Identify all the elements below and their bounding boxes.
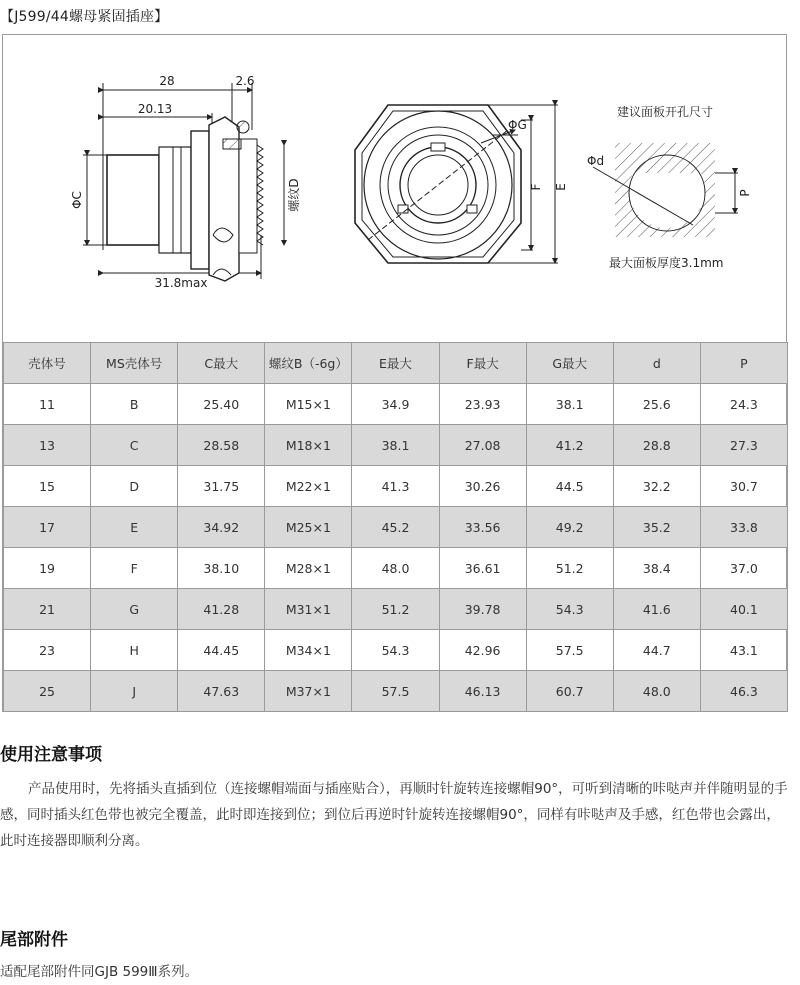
dim-2-6-label: 2.6 [235, 74, 255, 88]
f-label: F [529, 183, 543, 191]
table-cell: 25 [4, 671, 91, 712]
table-cell: 34.9 [352, 384, 439, 425]
phi-c-label: ΦC [70, 191, 84, 209]
table-cell: 35.2 [613, 507, 700, 548]
table-cell: J [91, 671, 178, 712]
table-cell: F [91, 548, 178, 589]
header-cell: G最大 [526, 343, 613, 384]
table-cell: 38.1 [352, 425, 439, 466]
usage-notes-heading: 使用注意事项 [0, 745, 102, 765]
spec-table [3, 342, 788, 712]
table-cell: M25×1 [265, 507, 352, 548]
table-cell: 13 [4, 425, 91, 466]
table-cell: M31×1 [265, 589, 352, 630]
table-cell: D [91, 466, 178, 507]
table-cell: M15×1 [265, 384, 352, 425]
header-cell: C最大 [178, 343, 265, 384]
table-cell: 17 [4, 507, 91, 548]
table-cell: 23.93 [439, 384, 526, 425]
dim-20-13-label: 20.13 [137, 102, 173, 116]
table-cell: 48.0 [613, 671, 700, 712]
page-title: 【J599/44螺母紧固插座】 [0, 9, 169, 25]
e-label: E [554, 183, 568, 191]
table-cell: 51.2 [352, 589, 439, 630]
table-cell: 36.61 [439, 548, 526, 589]
dim-31-8max-label: 31.8max [154, 276, 208, 290]
header-cell: E最大 [352, 343, 439, 384]
table-cell: G [91, 589, 178, 630]
table-cell: 32.2 [613, 466, 700, 507]
table-cell: 39.78 [439, 589, 526, 630]
usage-notes-text: 产品使用时，先将插头直插到位（连接螺帽端面与插座贴合），再顺时针旋转连接螺帽90°，可听到清晰的咔哒声并伴随明显的手感，同时插头红色带也被完全覆盖，此时即连接到位；到位后再逆时针旋转连接螺帽90°，同样有咔哒声及手感，红色带也会露出，此时连接器即顺利分离。 [0, 781, 788, 849]
table-cell: 31.75 [178, 466, 265, 507]
table-row [4, 507, 788, 548]
table-row [4, 671, 788, 712]
table-row [4, 589, 788, 630]
thread-d-label: 螺纹D [287, 178, 301, 212]
table-cell: 27.08 [439, 425, 526, 466]
header-cell: F最大 [439, 343, 526, 384]
table-cell: 45.2 [352, 507, 439, 548]
phi-d-label: Φd [587, 154, 605, 168]
panel-cutout [593, 143, 738, 237]
table-cell: 54.3 [352, 630, 439, 671]
table-cell: B [91, 384, 178, 425]
table-cell: 34.92 [178, 507, 265, 548]
table-cell: 41.2 [526, 425, 613, 466]
table-cell: 19 [4, 548, 91, 589]
table-cell: 47.63 [178, 671, 265, 712]
table-cell: H [91, 630, 178, 671]
table-cell: 42.96 [439, 630, 526, 671]
panel-cutout-title: 建议面板开孔尺寸 [617, 105, 714, 119]
table-cell: 41.28 [178, 589, 265, 630]
front-view [355, 105, 558, 263]
table-cell: 33.8 [700, 507, 787, 548]
table-cell: 60.7 [526, 671, 613, 712]
table-row [4, 630, 788, 671]
table-cell: 37.0 [700, 548, 787, 589]
table-cell: 46.13 [439, 671, 526, 712]
header-cell: d [613, 343, 700, 384]
table-cell: 28.58 [178, 425, 265, 466]
header-cell: P [700, 343, 787, 384]
table-cell: 57.5 [352, 671, 439, 712]
dimension-drawing [3, 35, 788, 342]
phi-g-label: ΦG [508, 118, 527, 132]
table-cell: 21 [4, 589, 91, 630]
table-cell: 48.0 [352, 548, 439, 589]
table-cell: 38.10 [178, 548, 265, 589]
table-row [4, 384, 788, 425]
table-cell: M18×1 [265, 425, 352, 466]
table-cell: 41.6 [613, 589, 700, 630]
table-cell: 28.8 [613, 425, 700, 466]
table-cell: E [91, 507, 178, 548]
header-cell: 壳体号 [4, 343, 91, 384]
accessories-text: 适配尾部附件同GJB 599Ⅲ系列。 [0, 964, 199, 980]
table-cell: 38.4 [613, 548, 700, 589]
table-cell: 46.3 [700, 671, 787, 712]
header-cell: MS壳体号 [91, 343, 178, 384]
table-cell: M22×1 [265, 466, 352, 507]
table-row [4, 425, 788, 466]
accessories-heading: 尾部附件 [0, 930, 68, 950]
table-cell: 25.40 [178, 384, 265, 425]
table-row [4, 548, 788, 589]
table-header-row [4, 343, 788, 384]
dim-28-label: 28 [159, 74, 175, 88]
table-cell: 38.1 [526, 384, 613, 425]
table-cell: 33.56 [439, 507, 526, 548]
table-cell: 15 [4, 466, 91, 507]
header-cell: 螺纹B（-6g） [265, 343, 352, 384]
table-row [4, 466, 788, 507]
table-cell: M28×1 [265, 548, 352, 589]
p-label: P [738, 189, 752, 197]
spec-panel [2, 34, 787, 712]
table-cell: 57.5 [526, 630, 613, 671]
table-cell: M34×1 [265, 630, 352, 671]
table-cell: 49.2 [526, 507, 613, 548]
table-cell: 23 [4, 630, 91, 671]
table-cell: 11 [4, 384, 91, 425]
table-cell: 43.1 [700, 630, 787, 671]
table-cell: 51.2 [526, 548, 613, 589]
table-cell: 40.1 [700, 589, 787, 630]
panel-thickness-note: 最大面板厚度3.1mm [609, 256, 724, 270]
table-cell: M37×1 [265, 671, 352, 712]
table-cell: 27.3 [700, 425, 787, 466]
table-cell: 30.7 [700, 466, 787, 507]
table-cell: 54.3 [526, 589, 613, 630]
side-view [83, 83, 284, 281]
table-cell: 44.45 [178, 630, 265, 671]
table-cell: C [91, 425, 178, 466]
table-cell: 25.6 [613, 384, 700, 425]
table-cell: 24.3 [700, 384, 787, 425]
table-cell: 44.7 [613, 630, 700, 671]
table-cell: 41.3 [352, 466, 439, 507]
table-cell: 44.5 [526, 466, 613, 507]
table-cell: 30.26 [439, 466, 526, 507]
